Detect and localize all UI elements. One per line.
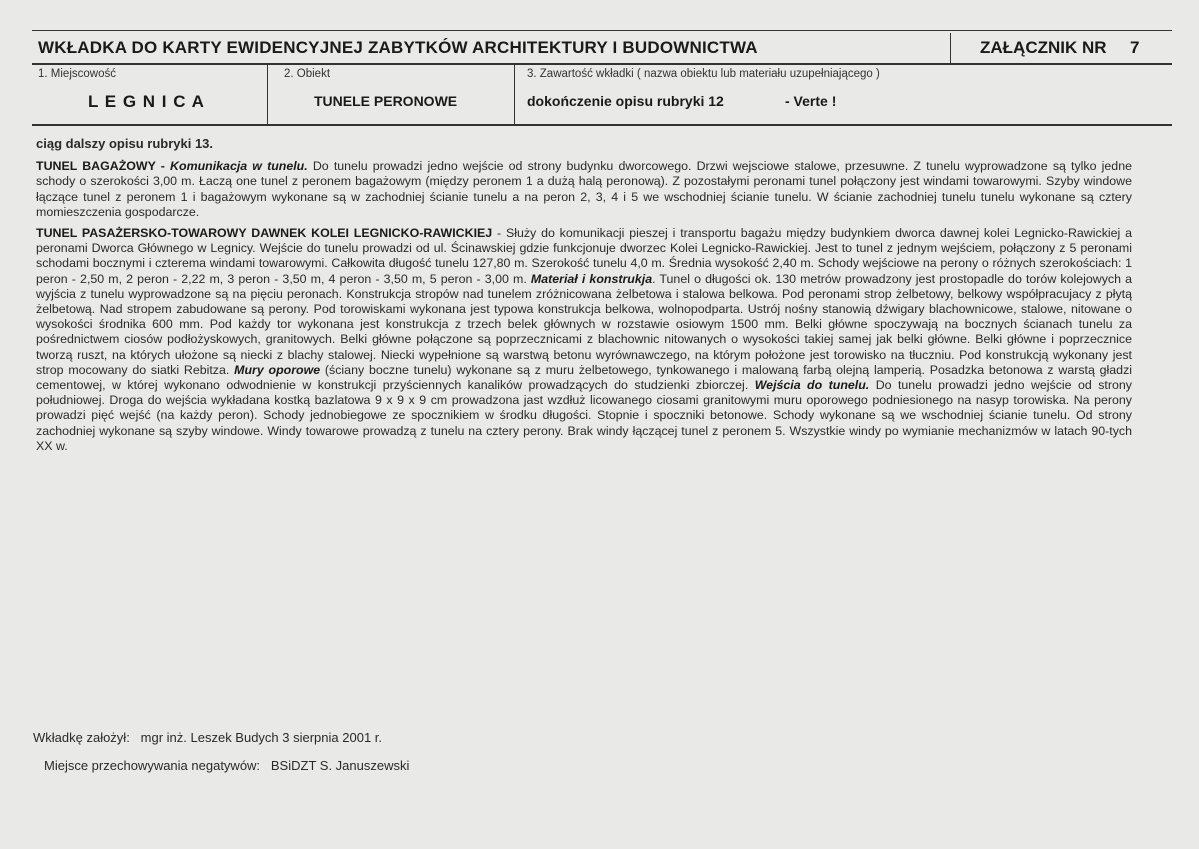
text-passenger-tunnel-4: Do tunelu prowadzi jedno wejście od strony południowej. Droga do wejścia wykładana kostką bazlatowa 9 x 9 x 9 cm prowadzona jast wzdłuż licowanego ciosami granitowymi muru oporowego podniesionego na nasyp torowiska. Na perony prowadzi pięć wejść (na każdy peron). Schody jednobiegowe ze spocznikiem w środku długości. Stopnie i spoczniki betonowe. Schody wykonane są we wschodniej ścianie tunelu. Od strony zachodniej wykonane są szyby windowe. Windy towarowe prowadzą z tunelu na cztery perony. Brak windy łączącej tunel z peronem 5. Wszystkie windy po wymianie mechanizmów w latach 90-tych XX w. [36,378,1132,453]
field-1-value: L E G N I C A [88,92,205,111]
author-label: Wkładkę założył: [33,730,130,745]
header-divider [950,33,951,63]
field-divider-2 [514,64,515,124]
annex-number: 7 [1130,38,1140,57]
subheading-entrances: Wejścia do tunelu. [754,378,870,393]
subheading-material: Materiał i konstrukja [530,271,653,286]
storage-label: Miejsce przechowywania negatywów: [44,758,261,773]
description-body [36,136,1132,460]
field-3-note: - Verte ! [785,93,837,109]
text-passenger-tunnel-1: - Służy do komunikacji pieszej i transportu bagażu między budynkiem dworca dawnej kolei Legnicko-Rawickiej a peronami Dworca Głównego w Legnicy. Wejście do tunelu prowadzi od ul. Ścinawskiej gdzie funkcjonuje dworzec Kolei Legnicko-Rawickiej. Jest to tunel z jednym wejściem, połączony z 5 peronami schodami bocznymi i czterema windami towarowymi. Całkowita długość tunelu 127,80 m. Szerokość tunelu 4,0 m. Średnia wysokość 2,40 m. Schody wejściowe na perony o różnych szerokościach: 1 peron - 2,50 m, 2 peron - 2,22 m, 3 peron - 3,50 m, 4 peron - 3,50 m, 5 peron - 3,00 m. [36,226,1133,286]
heading-luggage-tunnel: TUNEL BAGAŻOWY [36,159,156,174]
header-middle-rule [32,63,1172,65]
field-3-value: dokończenie opisu rubryki 12 [527,93,724,109]
author-value: mgr inż. Leszek Budych 3 sierpnia 2001 r. [140,730,383,745]
paragraph-passenger-tunnel [36,226,1132,454]
continuation-note: ciąg dalszy opisu rubryki 13. [36,136,214,151]
field-2-label: 2. Obiekt [284,68,331,80]
form-title: WKŁADKA DO KARTY EWIDENCYJNEJ ZABYTKÓW ARCHITEKTURY I BUDOWNICTWA [38,38,758,57]
paragraph-luggage-tunnel [36,159,1132,220]
field-3-label: 3. Zawartość wkładki ( nazwa obiektu lub materiału uzupełniającego ) [527,68,880,80]
field-1-label: 1. Miejscowość [38,68,116,80]
storage-line [44,758,409,773]
storage-value: BSiDZT S. Januszewski [270,758,410,773]
heading-passenger-tunnel: TUNEL PASAŻERSKO-TOWAROWY DAWNEK KOLEI LEGNICKO-RAWICKIEJ [36,226,493,241]
heading-dash: - [155,159,171,174]
author-line [33,730,382,745]
text-passenger-tunnel-2: . Tunel o długości ok. 130 metrów prowadzony jest prostopadle do torów kolejowych a wyjścia z tunelu wyprowadzone są na pięciu peronach. Konstrukcja stropów nad tunelem zróżnicowana żelbetowa i stalowa belkowa. Pod peronami strop żelbetowy, belkowy współpracujacy z płytą żelbetową. Nad stropem zabudowane są perony. Pod torowiskami wykonana jest typowa konstrukcja belkowa, wolnopodparta. Ustrój nośny stanowią dźwigary blachownicowe, stalowe, nitowane o wysokości środnika 600 mm. Pod każdy tor wykonana jest konstrukcja z trzech belek głównych w rozstawie osiowym 1500 mm. Belki główne spoczywają na bocznych ścianach tunelu za pośrednictwem ciosów podłożyskowych, granitowych. Belki główne połączone są poprzecznicami z blachownic nitowanych o wysokości takiej samej jak belki główne. Belki główne i poprzecznice tworzą ruszt, na których ułożone są niecki z blachy stalowej. Niecki wypełnione są warstwą betonu wyrównawczego, na którym położone jest torowisko na tłuczniu. Pod konstrukcją wykonany jest strop mocowany do siatki Rebitza. [36,271,1132,377]
subheading-communication: Komunikacja w tunelu. [170,159,308,174]
header-top-rule [32,30,1172,31]
text-luggage-tunnel: Do tunelu prowadzi jedno wejście od strony budynku dworcowego. Drzwi wejsciowe stalowe, przesuwne. Z tunelu wyprowadzone są tylko jedne schody o szerokości 3,00 m. Łaczą one tunel z peronem bagażowym (między peronem 1 a dużą halą peronową). Z pozostałymi peronami tunel połączony jest windami towarowymi. Szyby windowe łączące tunel z peronem 1 i bagażowym wykonane są w zachodniej ścianie tunelu a na peron 2, 3, 4 i 5 we wschodniej ścianie tunelu. W ścianie zachodniej tunelu tunelu wykonane są cztery momieszczenia gospodarcze. [36,159,1132,219]
header-bottom-rule [32,124,1172,126]
subheading-retaining-walls: Mury oporowe [234,362,321,377]
field-divider-1 [267,64,268,124]
annex-label: ZAŁĄCZNIK NR [980,38,1107,57]
text-passenger-tunnel-3: (ściany boczne tunelu) wykonane są z muru żelbetowego, tynkowanego i malowaną farbą olejną lamperią. Posadzka betonowa z warstą gładzi cementowej, w której wykonano odwodnienie w konstrukcji przyściennych kanalików prowadzących do studzienki zbiorczej. [36,362,1133,393]
field-2-value: TUNELE PERONOWE [314,93,458,109]
